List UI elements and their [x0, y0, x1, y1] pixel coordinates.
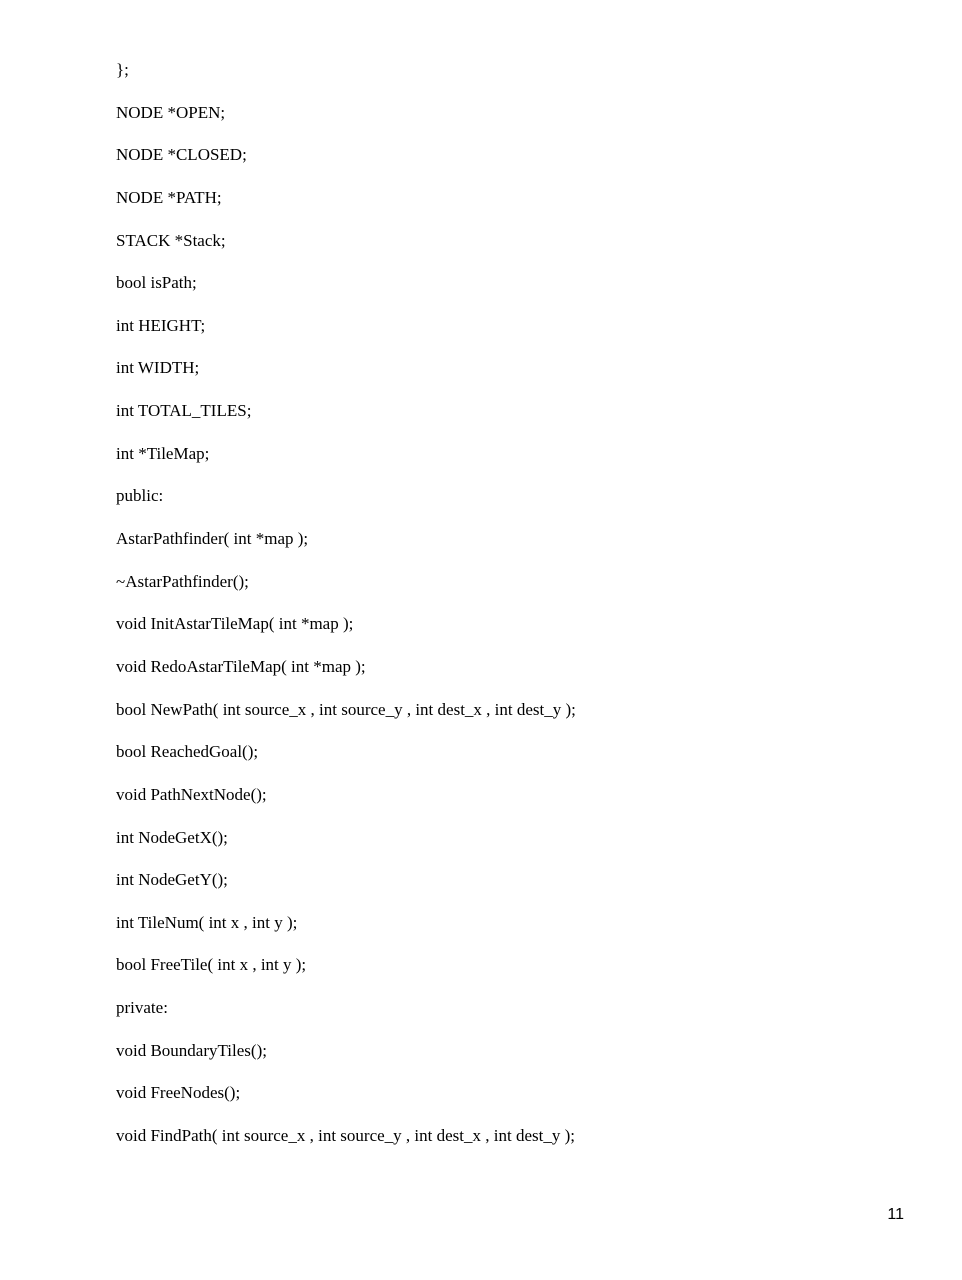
code-line: int WIDTH;	[116, 358, 200, 378]
code-line: bool isPath;	[116, 273, 197, 293]
code-line: int TOTAL_TILES;	[116, 401, 252, 421]
code-line: private:	[116, 998, 168, 1018]
code-line: int TileNum( int x , int y );	[116, 912, 298, 932]
code-line: STACK *Stack;	[116, 230, 226, 250]
code-line: int NodeGetY();	[116, 870, 228, 890]
code-line: void FindPath( int source_x , int source_y , int dest_x , int dest_y );	[116, 1126, 575, 1146]
code-line: bool NewPath( int source_x , int source_y , int dest_x , int dest_y );	[116, 699, 576, 719]
code-line: NODE *CLOSED;	[116, 145, 247, 165]
code-line: void BoundaryTiles();	[116, 1040, 267, 1060]
code-listing	[116, 58, 576, 1167]
code-line: int NodeGetX();	[116, 827, 228, 847]
code-line: void InitAstarTileMap( int *map );	[116, 614, 354, 634]
code-line: bool FreeTile( int x , int y );	[116, 955, 307, 975]
code-line: NODE *OPEN;	[116, 102, 226, 122]
code-line: void PathNextNode();	[116, 784, 267, 804]
page-number: 11	[887, 1206, 904, 1223]
code-line: };	[116, 60, 129, 79]
code-line: AstarPathfinder( int *map );	[116, 529, 309, 549]
code-line: public:	[116, 486, 164, 506]
code-line: NODE *PATH;	[116, 187, 222, 207]
code-line: void RedoAstarTileMap( int *map );	[116, 656, 366, 676]
code-line: void FreeNodes();	[116, 1083, 241, 1103]
code-line: int *TileMap;	[116, 443, 210, 463]
code-line: ~AstarPathfinder();	[116, 571, 249, 591]
code-line: bool ReachedGoal();	[116, 742, 259, 762]
code-line: int HEIGHT;	[116, 315, 206, 335]
